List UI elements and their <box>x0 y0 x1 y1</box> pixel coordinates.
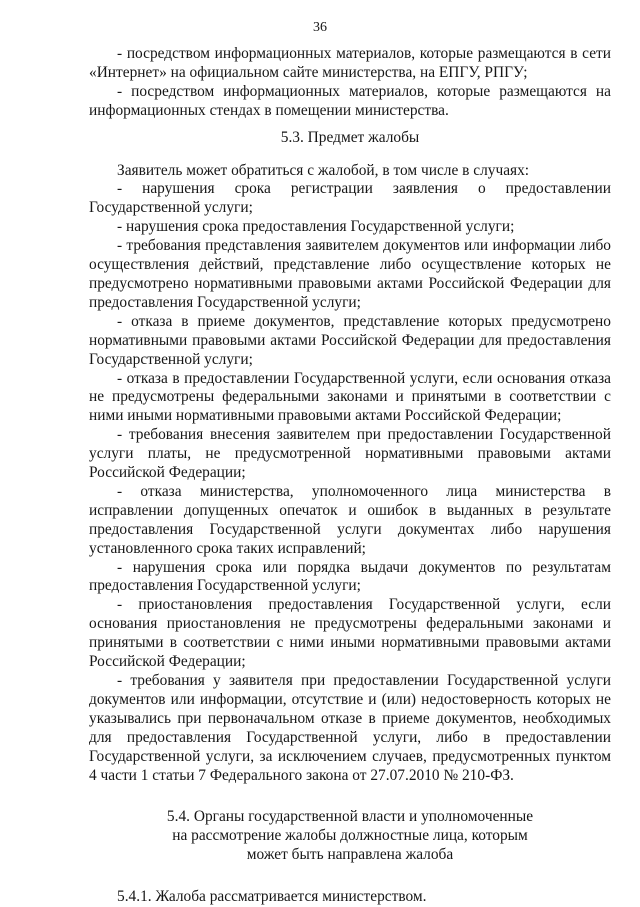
complaint-case-item: - отказа в приеме документов, представление которых предусмотрено нормативными правовыми актами Российской Федерации для предоставления Государственной услуги; <box>89 312 611 368</box>
complaint-case-item: - требования у заявителя при предоставлении Государственной услуги документов или информации, отсутствие и (или) недостоверность которых не указывались при первоначальном отказе в приеме документов, необходимых для предоставления Государственной услуги, либо в предоставлении Государственной услуги, за исключением случаев, предусмотренных пунктом 4 части 1 статьи 7 Федерального закона от 27.07.2010 № 210-ФЗ. <box>89 672 611 784</box>
section-5-4-title-line: на рассмотрение жалобы должностные лица, которым <box>172 827 528 845</box>
complaint-case-item: - отказа в предоставлении Государственной услуги, если основания отказа не предусмотрены федеральными законами и принятыми в соответствии с ними иными нормативными правовыми актами Российской Федерации; <box>89 369 611 425</box>
complaint-case-item: - требования представления заявителем документов или информации либо осуществления действий, представление либо осуществление которых не предусмотрено нормативными правовыми актами Российской Федерации для предоставления Государственной услуги; <box>89 237 611 311</box>
complaint-case-item: - нарушения срока регистрации заявления о предоставлении Государственной услуги; <box>89 180 611 217</box>
paragraph-5-4-1: 5.4.1. Жалоба рассматривается министерством. <box>117 888 427 906</box>
complaint-case-item: - приостановления предоставления Государственной услуги, если основания приостановления не предусмотрены федеральными законами и принятыми в соответствии с ними иными нормативными правовыми актами Российской Федерации; <box>89 596 611 671</box>
section-5-3-title: 5.3. Предмет жалобы <box>280 128 420 146</box>
document-body <box>89 45 611 907</box>
section-5-4-title-line: может быть направлена жалоба <box>246 846 454 864</box>
section-5-4-title-line: 5.4. Органы государственной власти и уполномоченные <box>166 808 534 826</box>
page-number: 36 <box>313 20 327 35</box>
complaint-case-item: - нарушения срока предоставления Государственной услуги; <box>117 218 515 236</box>
complaint-case-item: - отказа министерства, уполномоченного лица министерства в исправлении допущенных опечаток и ошибок в выданных в результате предоставления Государственной услуги документах либо нарушения установленного срока таких исправлений; <box>89 482 611 557</box>
complaint-case-item: - нарушения срока или порядка выдачи документов по результатам предоставления Государственной услуги; <box>89 558 611 595</box>
section-5-3-intro: Заявитель может обратиться с жалобой, в том числе в случаях: <box>117 161 530 179</box>
paragraph-info-stands: - посредством информационных материалов, которые размещаются на информационных стендах в помещении министерства. <box>89 82 611 119</box>
section-5-4-title <box>89 808 611 865</box>
complaint-case-item: - требования внесения заявителем при предоставлении Государственной услуги платы, не предусмотренной нормативными правовыми актами Российской Федерации; <box>89 426 611 482</box>
paragraph-info-internet: - посредством информационных материалов, которые размещаются в сети «Интернет» на официальном сайте министерства, на ЕПГУ, РПГУ; <box>89 45 611 81</box>
